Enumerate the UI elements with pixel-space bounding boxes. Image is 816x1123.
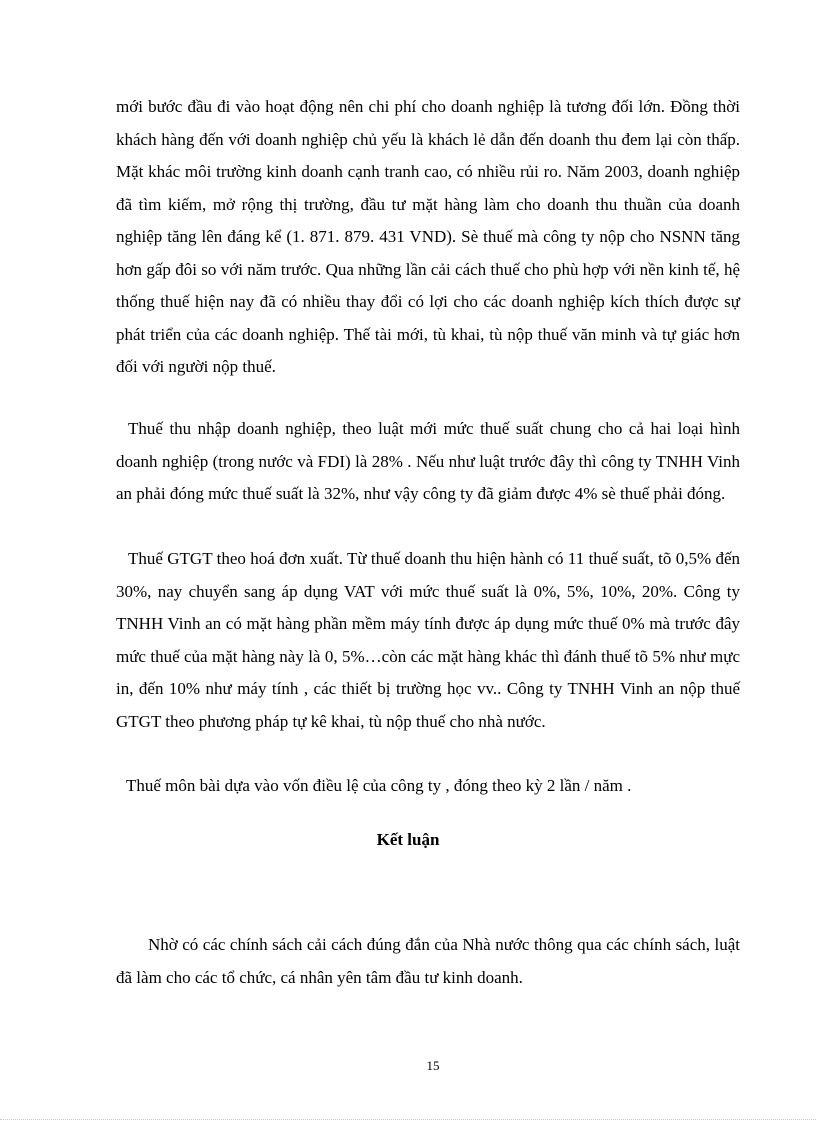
section-heading-conclusion: Kết luận xyxy=(376,830,440,849)
paragraph-corporate-income-tax: Thuế thu nhập doanh nghiệp, theo luật mới mức thuế suất chung cho cả hai loại hình doanh nghiệp (trong nước và FDI) là 28% . Nếu như luật trước đây thì công ty TNHH Vinh an phải đóng mức thuế suất là 32%, như vậy công ty đã giảm được 4% sè thuế phải đóng. xyxy=(116,419,740,503)
page-bottom-divider xyxy=(0,1119,816,1120)
page-number: 15 xyxy=(426,1058,440,1073)
paragraph-tax-overview: mới bước đầu đi vào hoạt động nên chi phí cho doanh nghiệp là tương đối lớn. Đồng thời khách hàng đến với doanh nghiệp chủ yếu là khách lẻ dẫn đến doanh thu đem lại còn thấp. Mặt khác môi trường kinh doanh cạnh tranh cao, có nhiều rủi ro. Năm 2003, doanh nghiệp đã tìm kiếm, mở rộng thị trường, đầu tư mặt hàng làm cho doanh thu thuần của doanh nghiệp tăng lên đáng kể (1. 871. 879. 431 VND). Sè thuế mà công ty nộp cho NSNN tăng hơn gấp đôi so với năm trước. Qua những lần cải cách thuế cho phù hợp với nền kinh tế, hệ thống thuế hiện nay đã có nhiều thay đổi có lợi cho các doanh nghiệp kích thích được sự phát triển của các doanh nghiệp. Thế tài mới, tù khai, tù nộp thuế văn minh và tự giác hơn đối với người nộp thuế. xyxy=(116,97,740,376)
paragraph-conclusion: Nhờ có các chính sách cải cách đúng đắn của Nhà nước thông qua các chính sách, luật đã làm cho các tổ chức, cá nhân yên tâm đầu tư kinh doanh. xyxy=(116,935,740,987)
paragraph-vat: Thuế GTGT theo hoá đơn xuất. Từ thuế doanh thu hiện hành có 11 thuế suất, tõ 0,5% đến 30%, nay chuyển sang áp dụng VAT với mức thuế suất là 0%, 5%, 10%, 20%. Công ty TNHH Vinh an có mặt hàng phần mềm máy tính được áp dụng mức thuế 0% mà trước đây mức thuế của mặt hàng này là 0, 5%…còn các mặt hàng khác thì đánh thuế tõ 5% như mực in, đến 10% như máy tính , các thiết bị trường học vv.. Công ty TNHH Vinh an nộp thuế GTGT theo phương pháp tự kê khai, tù nộp thuế cho nhà nước. xyxy=(116,549,740,731)
paragraph-license-tax: Thuế môn bài dựa vào vốn điều lệ của công ty , đóng theo kỳ 2 lần / năm . xyxy=(126,776,632,795)
